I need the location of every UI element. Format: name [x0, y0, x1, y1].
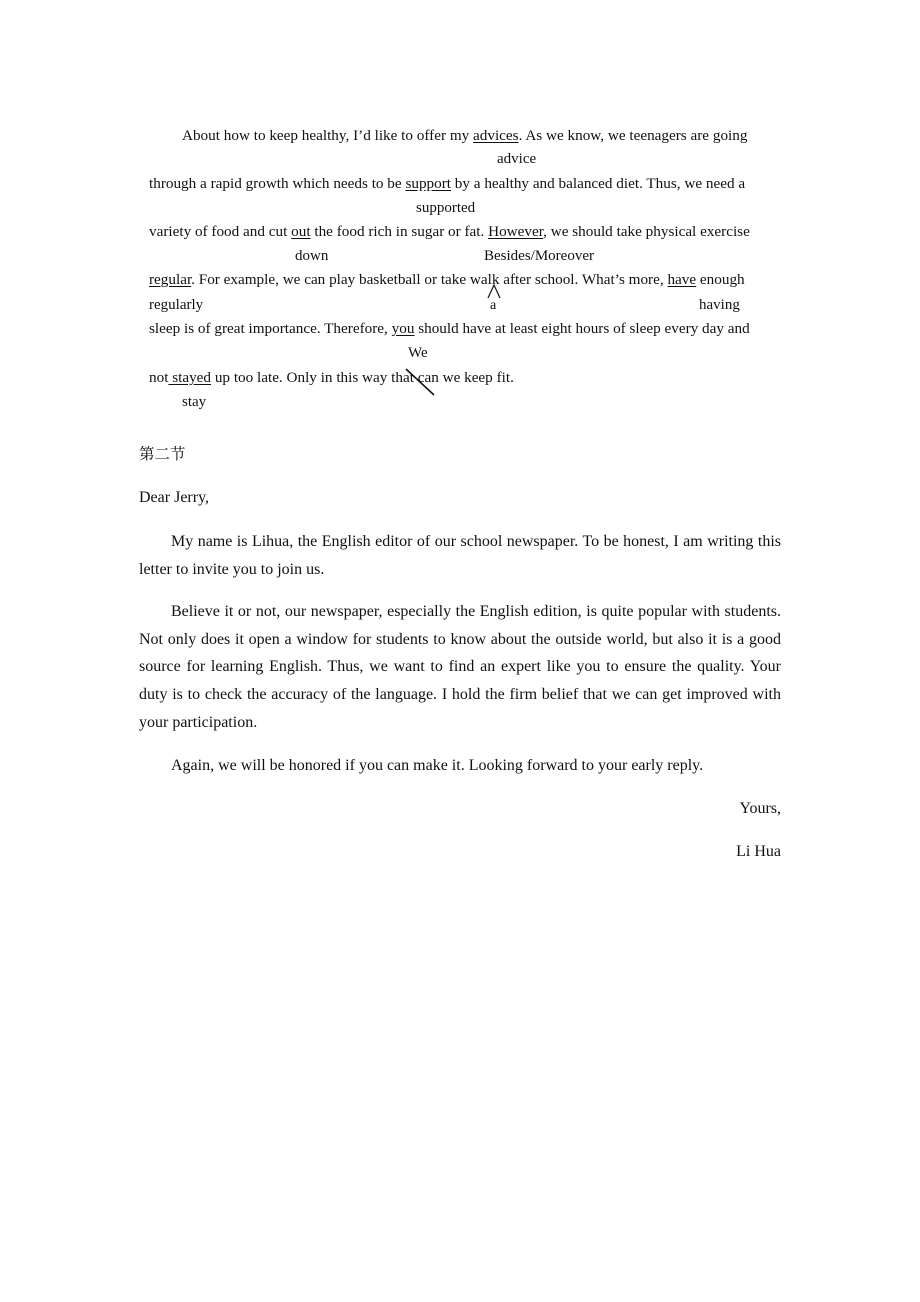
text-segment: up too late. Only in this way that can we keep fit.: [211, 369, 514, 386]
passage-line-6: [149, 368, 514, 388]
text-segment: by a healthy and balanced diet. Thus, we need a: [451, 175, 746, 192]
passage-line-5: [149, 319, 750, 339]
letter-salutation: Dear Jerry,: [139, 489, 210, 506]
error-word: regular: [149, 271, 192, 288]
text-segment: not: [149, 369, 169, 386]
error-word: stayed: [168, 369, 212, 386]
text-segment: . As we know, we teenagers are going: [518, 127, 748, 144]
letter-closing: Yours,: [739, 800, 781, 817]
passage-line-3: [149, 222, 750, 242]
passage-line-4: [149, 270, 745, 290]
error-word: support: [405, 175, 451, 192]
letter-paragraph-1: My name is Lihua, the English editor of our school newspaper. To be honest, I am writing this letter to invite you to join us.: [139, 533, 781, 578]
text-segment: About how to keep healthy, I’d like to offer my: [182, 127, 474, 144]
text-segment: should have at least eight hours of sleep every day and: [414, 320, 750, 337]
error-word: However: [488, 223, 544, 240]
letter-paragraph-3: Again, we will be honored if you can make it. Looking forward to your early reply.: [171, 757, 704, 774]
section-heading: 第二节: [139, 445, 186, 463]
text-segment: . For example, we can play basketball or take walk after school. What’s more,: [191, 271, 668, 288]
correction-word: down: [295, 248, 329, 264]
text-segment: , we should take physical exercise: [543, 223, 750, 240]
correction-word: supported: [416, 200, 476, 216]
error-word: out: [291, 223, 311, 240]
correction-word: a: [490, 298, 497, 313]
error-word: advices: [473, 127, 519, 144]
letter-paragraph-2: Believe it or not, our newspaper, especially the English edition, is quite popular with students. Not only does it open a window for students to know about the outside world, but also it is a good source for learning English. Thus, we want to find an expert like you to ensure the quality. Your duty is to check the accuracy of the language. I hold the firm belief that we can get improved with your participation.: [139, 603, 781, 731]
text-segment: through a rapid growth which needs to be: [149, 175, 406, 192]
passage-line-1: [182, 126, 747, 146]
correction-word: We: [408, 345, 428, 361]
error-word: you: [391, 320, 415, 337]
correction-word: having: [699, 297, 740, 313]
letter-signature: Li Hua: [736, 843, 781, 860]
correction-word: regularly: [149, 297, 204, 313]
text-segment: enough: [696, 271, 745, 288]
error-word: have: [667, 271, 697, 288]
correction-word: advice: [497, 151, 537, 167]
correction-word: stay: [182, 394, 207, 410]
deletion-strike-icon: [404, 367, 436, 397]
text-segment: sleep is of great importance. Therefore,: [149, 320, 392, 337]
correction-word: Besides/Moreover: [484, 248, 594, 264]
text-segment: variety of food and cut: [149, 223, 292, 240]
passage-line-2: [149, 174, 745, 194]
text-segment: the food rich in sugar or fat.: [310, 223, 489, 240]
